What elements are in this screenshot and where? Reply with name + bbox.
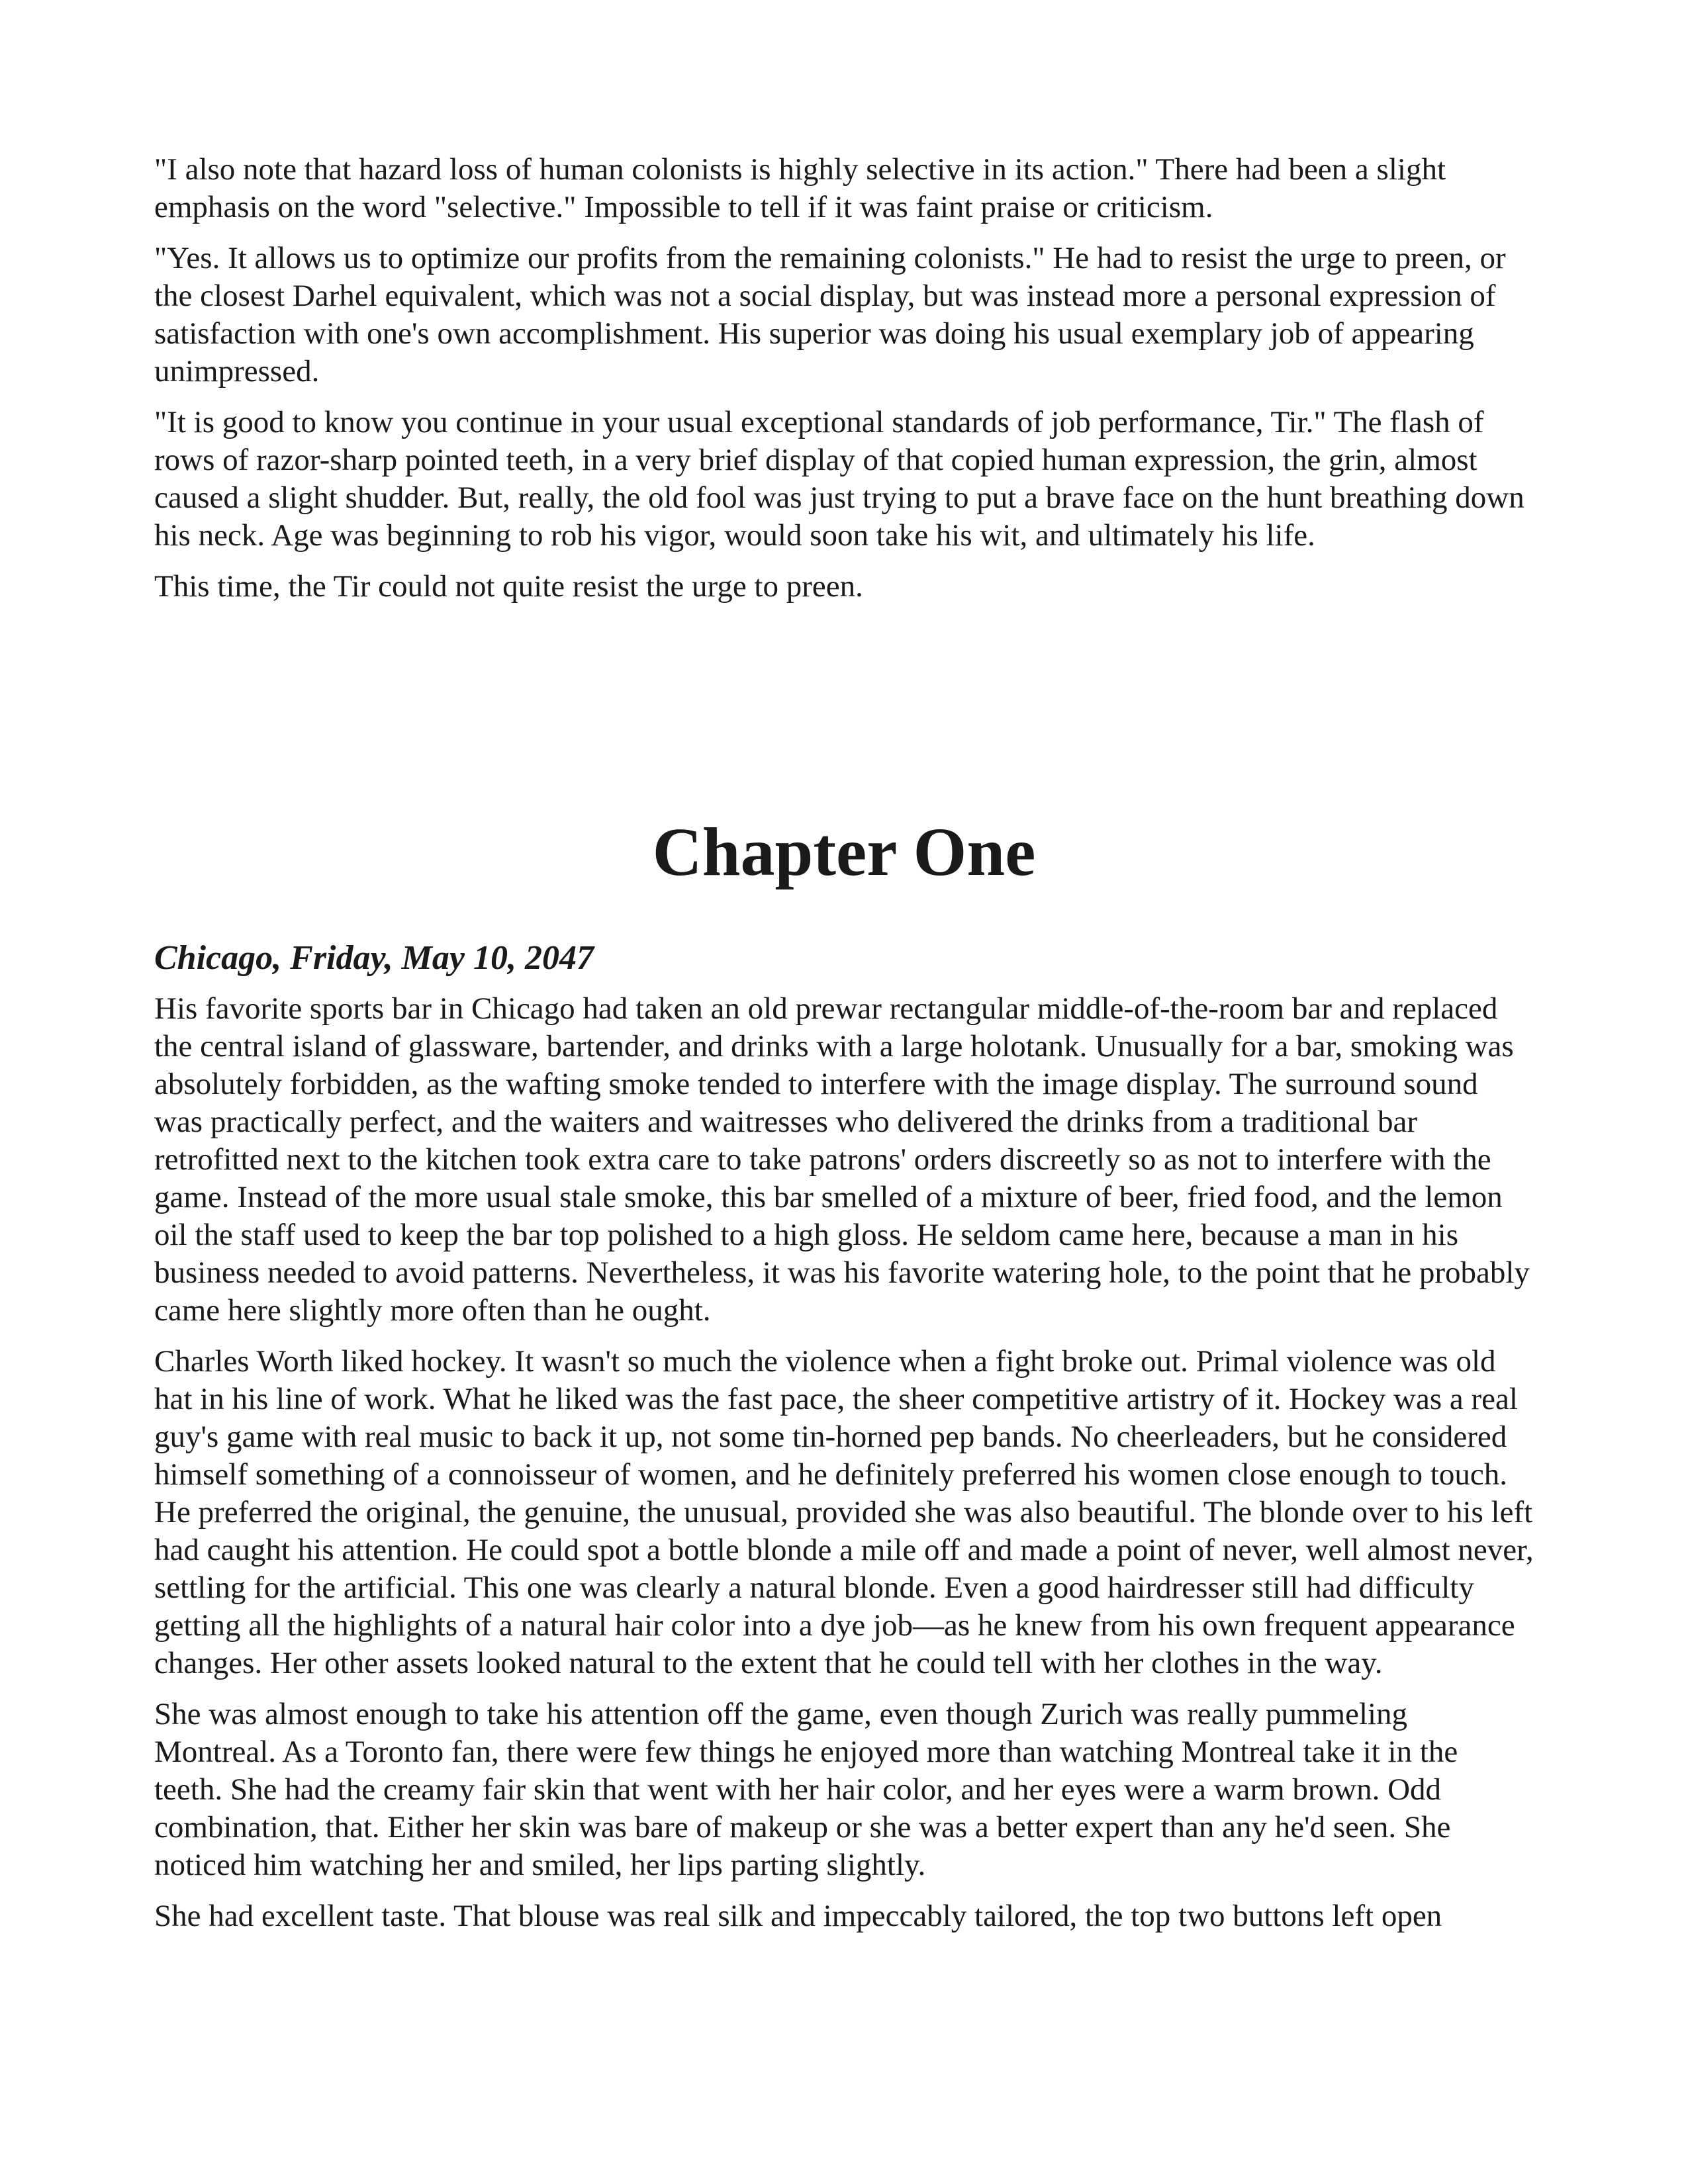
chapter-location-date-heading: Chicago, Friday, May 10, 2047 (154, 939, 594, 977)
chapter-paragraph-3: She was almost enough to take his attention off the game, even though Zurich was really pummeling Montreal. As a Toronto fan, there were few things he enjoyed more than watching Montreal take it in the teeth. She had the creamy fair skin that went with her hair color, and her eyes were a warm brown. Odd combination, that. Either her skin was bare of makeup or she was a better expert than any he'd seen. She noticed him watching her and smiled, her lips parting slightly. (154, 1697, 1458, 1882)
document-page (154, 151, 1534, 1933)
prologue-section (154, 151, 1534, 606)
prologue-paragraph-3: "It is good to know you continue in your usual exceptional standards of job performance, Tir." The flash of rows of razor-sharp pointed teeth, in a very brief display of that copied human expression, the grin, almost caused a slight shudder. But, really, the old fool was just trying to put a brave face on the hunt breathing down his neck. Age was beginning to rob his vigor, would soon take his wit, and ultimately his life. (154, 405, 1524, 553)
prologue-paragraph-4: This time, the Tir could not quite resist the urge to preen. (154, 569, 863, 604)
chapter-paragraph-2: Charles Worth liked hockey. It wasn't so much the violence when a fight broke out. Primal violence was old hat in his line of work. What he liked was the fast pace, the sheer competitive artistry of it. Hockey was a real guy's game with real music to back it up, not some tin-horned pep bands. No cheerleaders, but he considered himself something of a connoisseur of women, and he definitely preferred his women close enough to touch. He preferred the original, the genuine, the unusual, provided she was also beautiful. The blonde over to his left had caught his attention. He could spot a bottle blonde a mile off and made a point of never, well almost never, settling for the artificial. This one was clearly a natural blonde. Even a good hairdresser still had difficulty getting all the highlights of a natural hair color into a dye job—as he knew from his own frequent appearance changes. Her other assets looked natural to the extent that he could tell with her clothes in the way. (154, 1344, 1534, 1680)
chapter-body (154, 990, 1534, 1948)
prologue-paragraph-1: "I also note that hazard loss of human colonists is highly selective in its action." There had been a slight emphasis on the word "selective." Impossible to tell if it was faint praise or criticism. (154, 152, 1446, 224)
chapter-title: Chapter One (652, 814, 1036, 890)
chapter-paragraph-4: She had excellent taste. That blouse was real silk and impeccably tailored, the top two buttons left open (154, 1899, 1442, 1933)
prologue-paragraph-2: "Yes. It allows us to optimize our profits from the remaining colonists." He had to resist the urge to preen, or the closest Darhel equivalent, which was not a social display, but was instead more a personal expression of satisfaction with one's own accomplishment. His superior was doing his usual exemplary job of appearing unimpressed. (154, 241, 1506, 388)
chapter-paragraph-1: His favorite sports bar in Chicago had taken an old prewar rectangular middle-of-the-room bar and replaced the central island of glassware, bartender, and drinks with a large holotank. Unusually for a bar, smoking was absolutely forbidden, as the wafting smoke tended to interfere with the image display. The surround sound was practically perfect, and the waiters and waitresses who delivered the drinks from a traditional bar retrofitted next to the kitchen took extra care to take patrons' orders discreetly so as not to interfere with the game. Instead of the more usual stale smoke, this bar smelled of a mixture of beer, fried food, and the lemon oil the staff used to keep the bar top polished to a high gloss. He seldom came here, because a man in his business needed to avoid patterns. Nevertheless, it was his favorite watering hole, to the point that he probably came here slightly more often than he ought. (154, 991, 1530, 1328)
